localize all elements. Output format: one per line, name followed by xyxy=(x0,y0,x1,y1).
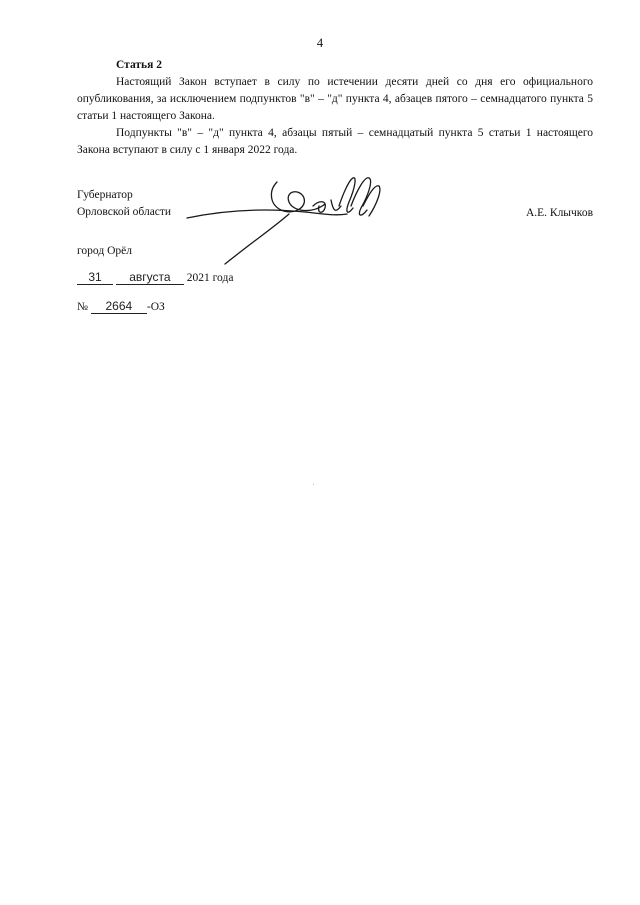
law-number-value: 2664 xyxy=(91,300,147,314)
signatory-region-line: Орловской области xyxy=(77,206,172,218)
signing-place: город Орёл xyxy=(77,245,132,257)
paragraph-text: Подпункты "в" – "д" пункта 4, абзацы пятый – семнадцатый пункта 5 статьи 1 настоящего Закона вступают в силу с 1 января 2022 года. xyxy=(77,127,593,156)
date-year: 2021 года xyxy=(186,272,234,284)
signing-date xyxy=(77,271,233,285)
paragraph-text: Настоящий Закон вступает в силу по истечении десяти дней со дня его официального опубликования, за исключением подпунктов "в" – "д" пункта 4, абзацев пятого – семнадцатого пункта 5 статьи 1 настоящего Закона. xyxy=(77,76,593,122)
article-paragraph-2 xyxy=(77,125,593,159)
handwritten-signature xyxy=(185,170,385,270)
signatory-title-line: Губернатор xyxy=(77,189,133,201)
signatory-name: А.Е. Клычков xyxy=(525,207,593,219)
page-number: 4 xyxy=(316,36,324,50)
article-paragraph-1 xyxy=(77,74,593,125)
scan-speck xyxy=(313,484,314,485)
number-sign: № xyxy=(77,301,88,313)
signatory-title xyxy=(77,187,171,221)
article-heading: Статья 2 xyxy=(116,59,162,71)
date-day: 31 xyxy=(77,271,113,285)
date-month: августа xyxy=(116,271,184,285)
law-number xyxy=(77,300,165,314)
law-number-suffix: -ОЗ xyxy=(146,301,165,313)
